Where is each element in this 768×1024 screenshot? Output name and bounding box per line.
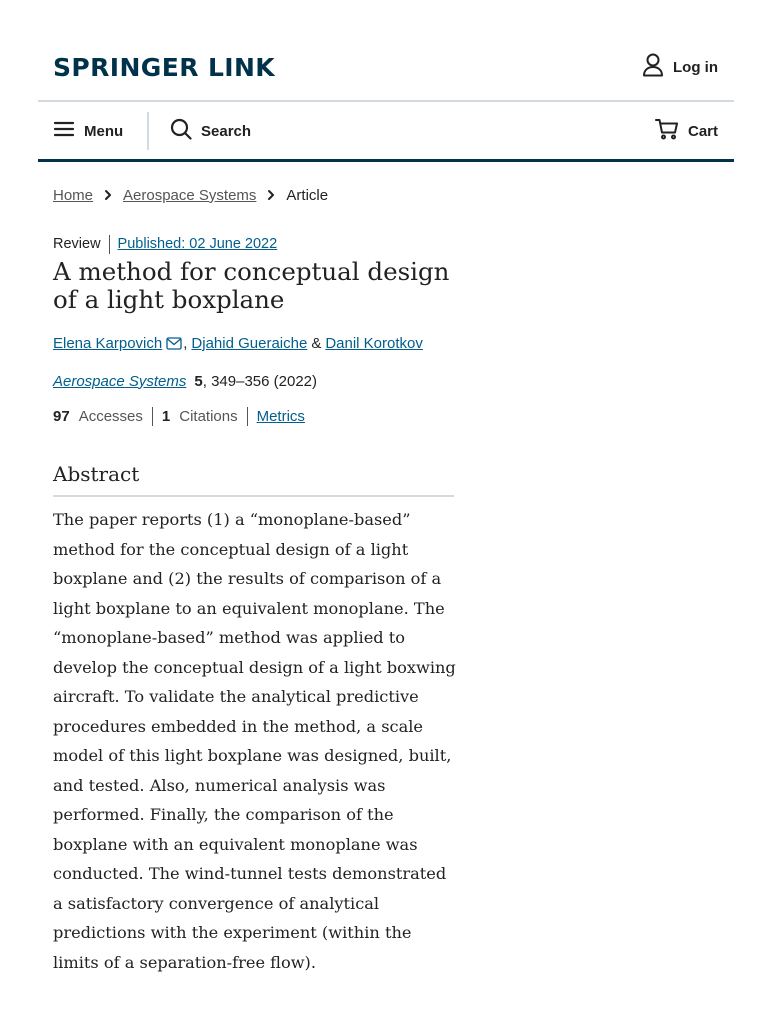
breadcrumb	[53, 185, 328, 205]
menu-label: Menu	[84, 122, 124, 140]
accesses-label: Accesses	[78, 407, 143, 425]
hamburger-icon	[53, 120, 75, 142]
chevron-right-icon	[104, 189, 112, 201]
cart-button[interactable]	[655, 118, 718, 144]
metrics-link[interactable]: Metrics	[256, 407, 305, 425]
login-button[interactable]	[642, 54, 718, 80]
breadcrumb-journal[interactable]: Aerospace Systems	[123, 186, 257, 204]
search-button[interactable]	[170, 118, 251, 144]
author-list	[53, 332, 423, 354]
cart-icon	[655, 118, 679, 144]
main-navbar	[38, 102, 734, 160]
article-title: A method for conceptual design of a light boxplane	[53, 257, 450, 314]
article-metrics	[53, 405, 305, 427]
metrics-divider	[247, 407, 248, 426]
metrics-divider	[152, 407, 153, 426]
envelope-icon[interactable]	[166, 337, 182, 350]
citations-label: Citations	[179, 407, 238, 425]
journal-volume: 5	[194, 372, 203, 390]
meta-divider	[109, 235, 110, 254]
navbar-bottom-rule	[38, 159, 734, 162]
author-link[interactable]: Elena Karpovich	[53, 334, 163, 352]
author-link[interactable]: Danil Korotkov	[325, 334, 423, 352]
breadcrumb-home[interactable]: Home	[53, 186, 94, 204]
journal-citation	[53, 370, 317, 392]
author-separator: ,	[183, 334, 188, 352]
search-icon	[170, 118, 192, 144]
abstract-text: The paper reports (1) a “monoplane-based” method for the conceptual design of a light boxplane and (2) the results of comparison of a light boxplane to an equivalent monoplane. The “monoplane-based” method was applied to develop the conceptual design of a light boxwing aircraft. To validate the analytical predictive procedures embedded in the method, a scale model of this light boxplane was designed, built, and tested. Also, numerical analysis was performed. Finally, the comparison of the boxplane with an equivalent monoplane was conducted. The wind-tunnel tests demonstrated a satisfactory convergence of analytical predictions with the experiment (within the limits of a separation-free flow).	[53, 510, 456, 972]
springer-link-logo[interactable]: SPRINGER LINK	[53, 53, 276, 82]
search-label: Search	[201, 122, 252, 140]
chevron-right-icon	[267, 189, 275, 201]
journal-pages-year: , 349–356 (2022)	[202, 372, 317, 390]
login-label: Log in	[673, 58, 718, 76]
author-link[interactable]: Djahid Gueraiche	[191, 334, 308, 352]
author-conjunction: &	[311, 334, 322, 352]
citations-count: 1	[161, 407, 171, 425]
site-header	[0, 0, 768, 162]
abstract-divider	[53, 495, 454, 497]
nav-divider	[147, 112, 149, 150]
breadcrumb-current: Article	[286, 186, 329, 204]
article-type: Review	[53, 236, 101, 252]
journal-link[interactable]: Aerospace Systems	[53, 372, 187, 390]
menu-button[interactable]	[53, 118, 123, 144]
abstract-heading: Abstract	[53, 462, 140, 486]
article-meta	[53, 234, 277, 254]
published-date-link[interactable]: Published: 02 June 2022	[117, 236, 278, 252]
cart-label: Cart	[687, 122, 718, 140]
accesses-count: 97	[53, 407, 70, 425]
user-icon	[642, 53, 664, 81]
